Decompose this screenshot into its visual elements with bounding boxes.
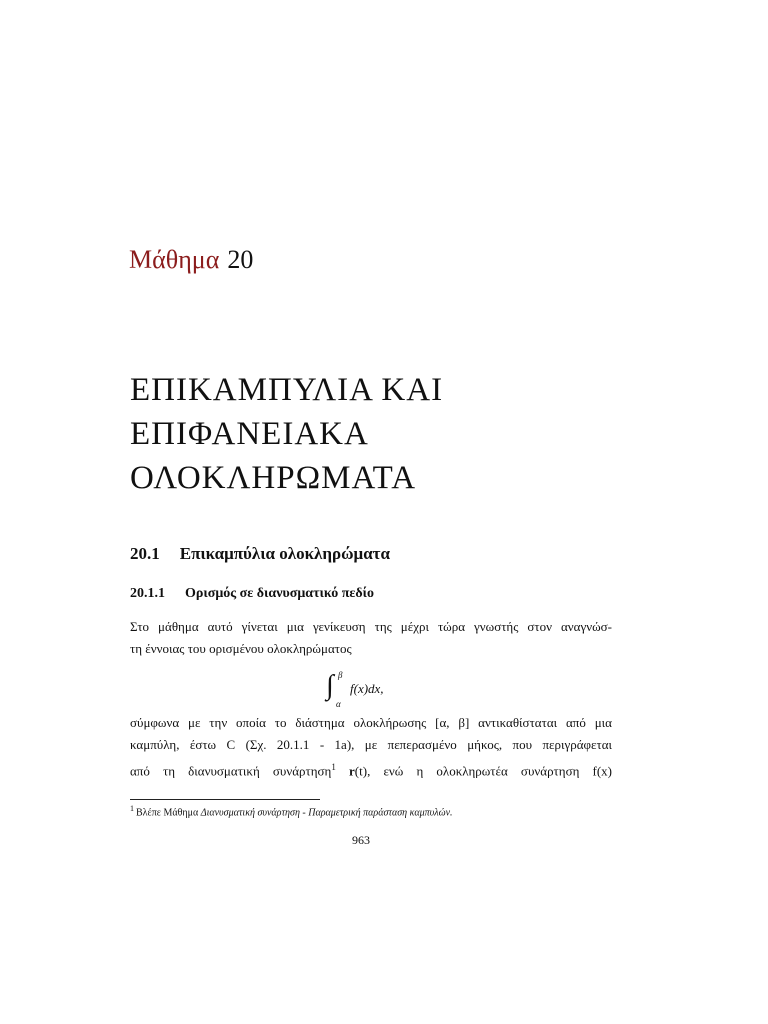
chapter-title-line: ΟΛΟΚΛΗΡΩΜΑΤΑ — [130, 460, 417, 496]
paragraph-text: από τη διανυσματική συνάρτηση — [130, 763, 332, 779]
chapter-number: 20 — [227, 245, 254, 274]
footnote-reference-title: Διανυσματική συνάρτηση - Παραμετρική παράσταση καμπυλών. — [200, 807, 453, 819]
chapter-title-line: ΕΠΙΦΑΝΕΙΑΚΑ — [130, 416, 369, 452]
subsection-number: 20.1.1 — [130, 586, 165, 601]
subsection-heading — [130, 586, 374, 602]
paragraph-line: καμπύλη, έστω C (Σχ. 20.1.1 - 1a), με πεπερασμένο μήκος, που περιγράφεται — [130, 737, 612, 752]
page-number: 963 — [352, 833, 370, 847]
chapter-heading — [129, 244, 253, 276]
footnote-mark: 1 — [130, 804, 134, 813]
vector-symbol: r — [349, 763, 355, 779]
chapter-title — [130, 368, 443, 500]
paragraph-line: σύμφωνα με την οποία το διάστημα ολοκλήρωσης [α, β] αντικαθίσταται από μια — [130, 715, 612, 730]
footnote-reference[interactable]: 1 — [331, 762, 336, 772]
integral-lower-limit: α — [336, 699, 341, 709]
footnote-divider — [130, 799, 320, 800]
paragraph-line — [130, 756, 612, 782]
integral-upper-limit: β — [338, 670, 343, 680]
paragraph-line: Στο μάθημα αυτό γίνεται μια γενίκευση της μέχρι τώρα γνωστής στον αναγνώσ- — [130, 619, 612, 634]
chapter-label: Μάθημα — [129, 245, 220, 274]
subsection-title: Ορισμός σε διανυσματικό πεδίο — [185, 586, 375, 601]
paragraph-line: τη έννοιας του ορισμένου ολοκληρώματος — [130, 641, 352, 656]
section-number: 20.1 — [130, 544, 160, 563]
integrand: f(x)dx, — [350, 681, 384, 696]
paragraph-text: (t), ενώ η ολοκληρωτέα συνάρτηση f(x) — [354, 763, 613, 779]
footnote-prefix: Βλέπε Μάθημα — [136, 807, 199, 819]
chapter-title-line: ΕΠΙΚΑΜΠΥΛΙΑ ΚΑΙ — [130, 372, 444, 408]
section-title: Επικαμπύλια ολοκληρώματα — [179, 544, 391, 563]
paragraph-curve — [130, 712, 612, 782]
integral-sign: ∫ — [326, 670, 334, 701]
section-heading — [130, 544, 390, 564]
footnote — [130, 804, 453, 818]
paragraph-intro — [130, 616, 612, 660]
